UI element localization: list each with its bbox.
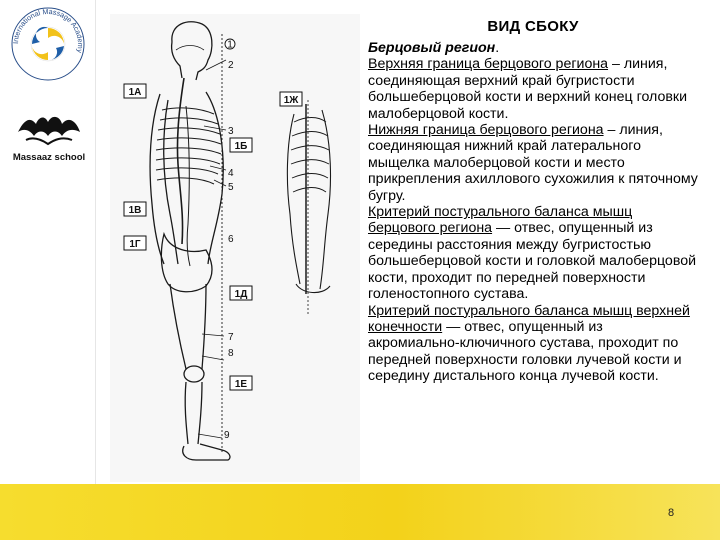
criterion-arm-text: — отвес, опущенный из акромиально-ключичного сустава, проходит по передней поверхности головки лучевой кости и середину дистального конца лучевой кости. — [368, 318, 682, 385]
slide-title: ВИД СБОКУ — [487, 18, 579, 35]
number-6: 6 — [228, 234, 234, 245]
label-1zh: 1Ж — [283, 95, 299, 106]
school-logo — [8, 110, 90, 166]
lower-boundary — [368, 122, 698, 204]
school-name: Massaaz school — [12, 152, 86, 163]
upper-boundary-text: – линия, соединяющая верхний край бугристости большеберцовой кости и верхний конец головки малоберцовой кости. — [368, 56, 688, 122]
number-1: 1 — [227, 39, 233, 51]
sidebar-divider — [95, 0, 96, 484]
label-1g: 1Г — [129, 239, 141, 250]
number-9: 9 — [224, 430, 230, 441]
label-1a: 1А — [128, 87, 142, 98]
number-3: 3 — [228, 126, 234, 137]
logo-ring-text: International Massage Academy — [10, 6, 86, 54]
lower-boundary-text: – линия, соединяющая нижний край латерального мыщелка малоберцовой кости и место прикрепления ахиллового сухожилия к пяточному бугру. — [368, 122, 698, 204]
criterion-shin — [368, 204, 698, 302]
upper-boundary — [368, 56, 698, 122]
label-1v: 1В — [128, 205, 142, 216]
lower-boundary-heading: Нижняя граница берцового региона — [368, 122, 604, 139]
number-2: 2 — [228, 60, 234, 71]
upper-boundary-heading: Верхняя граница берцового региона — [368, 56, 609, 73]
page-number: 8 — [668, 507, 675, 519]
academy-logo — [8, 4, 88, 84]
number-7: 7 — [228, 332, 234, 343]
number-5: 5 — [228, 182, 234, 193]
criterion-shin-text: — отвес, опущенный из середины расстояния между бугристостью большеберцовой кости и головкой малоберцовой кости, проходит по передней поверхности голеностопного сустава. — [368, 220, 697, 303]
bottom-band — [0, 484, 720, 540]
criterion-arm — [368, 303, 698, 385]
label-1b: 1Б — [234, 141, 248, 152]
criterion-shin-heading: Критерий постурального баланса мышц берцового региона — [368, 204, 633, 237]
number-8: 8 — [228, 348, 234, 359]
slide-body — [368, 40, 698, 385]
region-title: Берцовый регион. — [368, 40, 500, 56]
anatomy-figure — [110, 14, 360, 482]
label-1e: 1Е — [234, 379, 248, 390]
number-4: 4 — [228, 168, 234, 179]
criterion-arm-heading: Критерий постурального баланса мышц верхней конечности — [368, 302, 690, 335]
label-1d: 1Д — [234, 289, 248, 300]
